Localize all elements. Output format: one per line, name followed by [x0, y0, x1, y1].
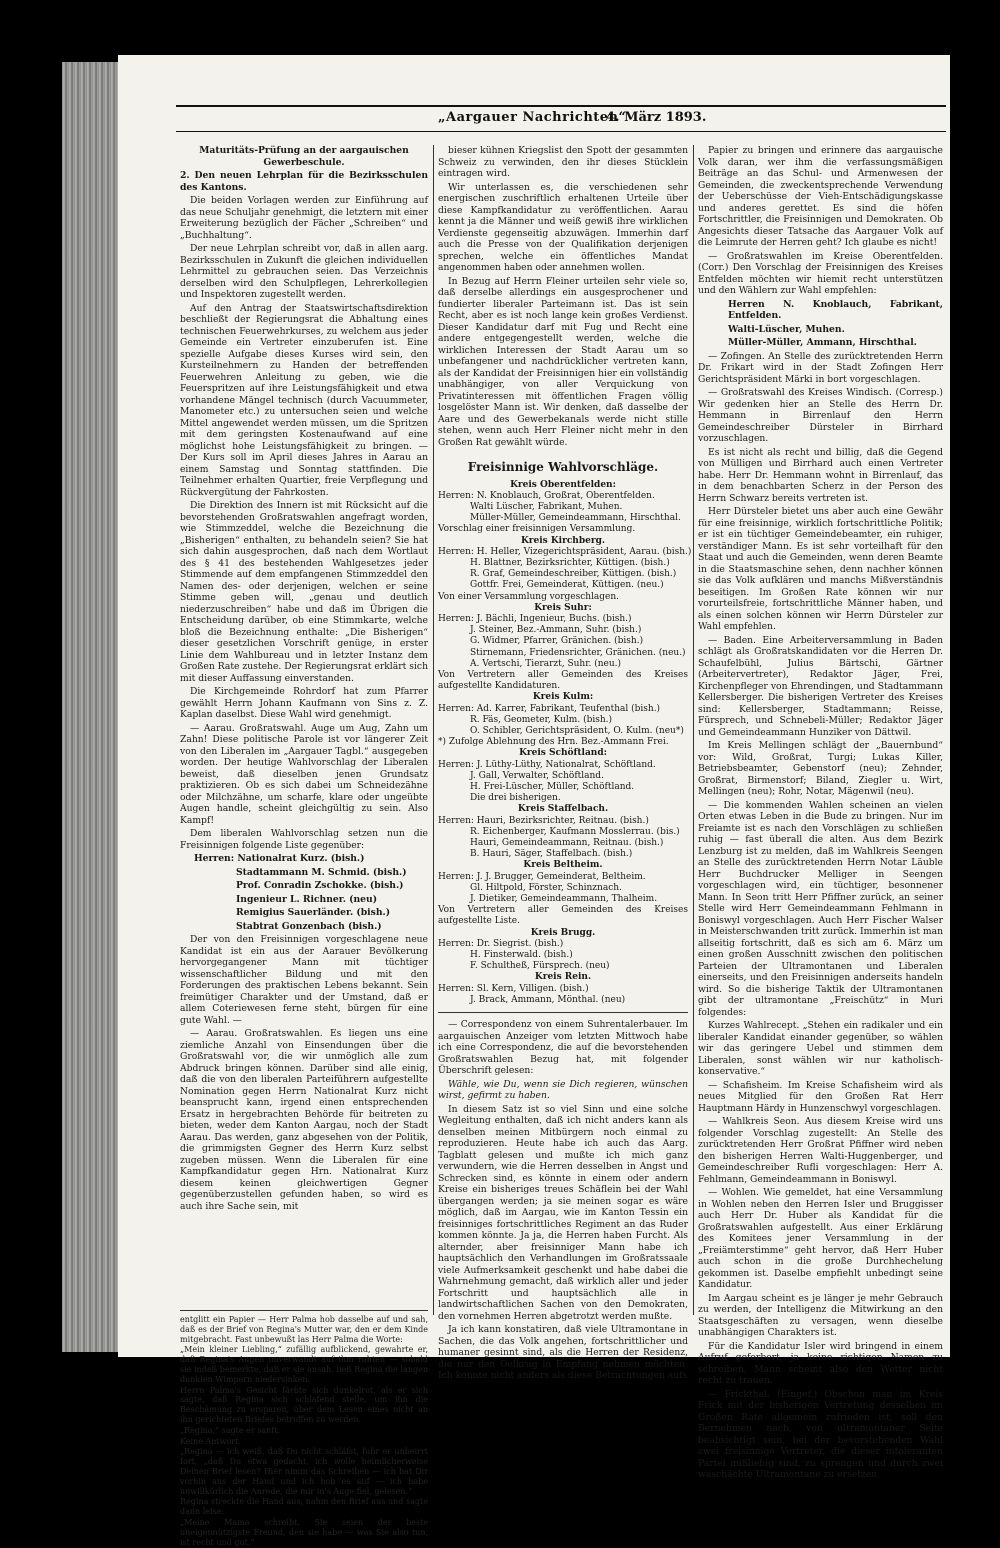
issue-date: 4. März 1893.: [606, 110, 707, 125]
article-paragraph: — Schafisheim. Im Kreise Schafisheim wird als neues Mitglied für den Großen Rat Herr Hauptmann Härdy in Hunzenschwyl vorgeschlagen.: [698, 1079, 943, 1114]
article-paragraph: In diesem Satz ist so viel Sinn und eine solche Wegleitung enthalten, daß ich nicht anders kann als denselben meinen Mitbürgern noch einmal zu reproduzieren. Heute habe ich auch das Aarg. Tagblatt gelesen und mußte ich mich ganz verwundern, wie die Herren desselben in Angst und Schrecken sind, es könnte in einem oder andern Kreise ein bisheriges treues Schäflein bei der Wahl übergangen werden; ja sie meinen sogar es wäre möglich, daß im Aargau, wie im Kanton Tessin ein freisinniges fortschrittliches Regiment an das Ruder kommen könnte. Ja ja, die Herren haben Furcht. Als alternder, aber freisinniger Mann habe ich hauptsächlich den Verhandlungen im Großratssaale viele Aufmerksamkeit geschenkt und habe dabei die Wahrnehmung gemacht, daß wirklich aller und jeder Fortschritt und hauptsächlich alle in landwirtschaftlichen Sachen von den Demokraten, den vornehmen Herren abgetrotzt werden mußte.: [438, 1103, 688, 1322]
article-paragraph: Herren N. Knoblauch, Fabrikant, Entfelden.: [728, 298, 943, 321]
candidate-entry: Herren: Sl. Kern, Villigen. (bish.): [438, 983, 589, 994]
district-heading: Kreis Kulm:: [532, 692, 594, 703]
candidate-entry: J. Gall, Verwalter, Schöftland.: [470, 770, 604, 781]
column-divider: [433, 145, 434, 1315]
candidate-entry: Gl. Hiltpold, Förster, Schinznach.: [470, 882, 622, 893]
article-paragraph: Walti-Lüscher, Muhen.: [728, 323, 845, 335]
district-heading: Kreis Beltheim.: [523, 860, 603, 871]
candidate-entry: Müller-Müller, Gemeindeammann, Hirschthal.: [470, 513, 681, 524]
feuilleton-paragraph: „Mein kleiner Liebling,“ zufällig aufblickend, gewahrte er, daß Regina's Augen unverwandt auf ihm ruhten — sobald sie indeß bemerkte, daß er sie ansah, ließ Regina die langen dunklen Wimpern niedersinken.: [180, 1345, 428, 1384]
district-heading: Kreis Oberentfelden:: [510, 479, 616, 490]
candidate-entry: B. Hauri, Säger, Staffelbach. (bish.): [470, 849, 633, 860]
article-paragraph: — Frickthal. (Eingef.) Obschon man im Kreis Frick mit der bisherigen Vertretung desselben im Großen Rate allgemein zufrieden ist, soll den Bernehmen nach, von ultramontaner Seite beabsichtigt sein, bei der bevorstehenden Wahl zwei freisinnige Vertreter, die dieser intoleranten Partei mißliebig sind, zu sprengen und durch zwei waschächte Ultramontane zu ersetzen.: [698, 1388, 943, 1480]
article-paragraph: Im Aargau scheint es je länger je mehr Gebrauch zu werden, der Intelligenz die Mitwirkung an den Staatsgeschäften zu versagen, wenn dieselbe unabhängigen Charakters ist.: [698, 1292, 943, 1338]
newspaper-page: [118, 55, 950, 1547]
district-heading: Kreis Staffelbach.: [517, 804, 609, 815]
article-paragraph: bieser kühnen Kriegslist den Spott der gesammten Schweiz zu verwinden, den ihr dieses Stücklein eintragen wird.: [438, 145, 688, 179]
candidate-line: Stadtammann M. Schmid. (bish.): [236, 866, 407, 878]
article-paragraph: — Aarau. Großratswahl. Auge um Aug, Zahn um Zahn! Diese politische Parole ist vor längerer Zeit von den Liberalen im „Aargauer Tagbl.“ ausgegeben worden. Der heutige Wahlvorschlag der Liberalen beweist, daß dieselben jenen Grundsatz praktizieren. Ob es sich dabei um Schneidezähne oder Milchzähne, um scharfe, klare oder ungeübte Augen handle, scheint gleichgültig zu sein. Also Kampf!: [180, 722, 428, 826]
article-paragraph: 2. Den neuen Lehrplan für die Bezirksschulen des Kantons.: [180, 170, 428, 193]
district-heading: Kreis Schöftland:: [519, 748, 607, 759]
article-paragraph: Der neue Lehrplan schreibt vor, daß in allen aarg. Bezirksschulen in Zukunft die gleichen individuellen Lehrmittel zu gebrauchen seien. Das Verzeichnis derselben wird den Schulpflegen, Lehrerkollegien und Inspektoren zugestellt werden.: [180, 243, 428, 300]
column-divider: [693, 145, 694, 1315]
candidate-entry: Herren: J. J. Brugger, Gemeinderat, Beltheim.: [438, 871, 646, 882]
candidate-entry: Von Vertretern aller Gemeinden des Kreises aufgestellte Liste.: [438, 905, 688, 927]
article-paragraph: Papier zu bringen und erinnere das aargauische Volk daran, wer ihm die verfassungsmäßigen Beiträge an das Schul- und Armenwesen der Gemeinden, die zweckentsprechende Verwendung der Ueberschüsse der Vieh-Entschädigungskasse und anderes gerettet. Es sind die höfen Fortschrittler, die Freisinnigen und Demokraten. Ob Angesichts dieser Tatsache das Aargauer Volk auf die Leimrute der Herren geht? Ich glaube es nicht!: [698, 145, 943, 248]
article-paragraph: Dem liberalen Wahlvorschlag setzen nun die Freisinnigen folgende Liste gegenüber:: [180, 828, 428, 851]
district-heading: Kreis Suhr:: [534, 602, 592, 613]
article-paragraph: Herr Dürsteler bietet uns aber auch eine Gewähr für eine freisinnige, wirklich fortschrittliche Politik; er ist ein tüchtiger Gemeindebeamter, ein ruhiger, verständiger Mann. Es ist sehr vorteilhaft für den Staat und auch die Gemeinden, wenn deren Beamte in die Staatsmaschine sehen, denn nachher können sie das Volk aufklären und manchs Mißverständnis beseitigen. Im Großen Rate können wir nur vorurteilsfreie, fortschrittliche Männer haben, und als einen solchen können wir Herrn Dürsteler zur Wahl empfehlen.: [698, 506, 943, 632]
article-quote: Wähle, wie Du, wenn sie Dich regieren, wünschen wirst, gefirmt zu haben.: [438, 1078, 688, 1102]
candidate-entry: Stirnemann, Friedensrichter, Gränichen. (neu.): [470, 647, 686, 658]
header-bottom-rule: [176, 131, 946, 132]
candidate-entry: Herren: J. Bächli, Ingenieur, Buchs. (bish.): [438, 613, 632, 624]
feuilleton-paragraph: „Meine Mama schreibt, Sie seien der beste uneigennützigste Freund, den sie habe — was Sie also tun, ist recht und gut.“: [180, 1517, 428, 1547]
candidate-entry: Die drei bisherigen.: [470, 793, 561, 804]
newspaper-title: „Aargauer Nachrichten“: [438, 110, 627, 125]
article-paragraph: In Bezug auf Herrn Fleiner urteilen sehr viele so, daß derselbe allerdings ein ausgesprochener und fundierter liberaler Parteimann ist. Das ist sein Recht, aber es ist noch lange kein großes Verdienst. Dieser Kandidatur darf mit Fug und Recht eine andere entgegengestellt werden, welche die wirklichen Interessen der Stadt Aarau um so unbefangener und nachdrücklicher vertreten kann, als der Kandidat der Freisinnigen hier ein vollständig unabhängiger, von aller Verquickung von Privatinteressen mit öffentlichen Fragen völlig losgelöster Mann ist. Wir denken, daß dasselbe der Aare und des Gewerbekanals werde nicht stille stehen, wenn auch Herr Fleiner nicht mehr in den Großen Rat gewählt würde.: [438, 275, 689, 448]
candidate-entry: Herren: Ad. Karrer, Fabrikant, Teufenthal (bish.): [438, 703, 661, 714]
candidate-entry: Herren: Hauri, Bezirksrichter, Reitnau. (bish.): [438, 815, 649, 826]
candidate-entry: H. Frei-Lüscher, Müller, Schöftland.: [470, 781, 635, 792]
article-paragraph: Es ist nicht als recht und billig, daß die Gegend von Mülligen und Birrhard auch einen Vertreter habe. Herr Dr. Hemmann wohnt in Birrenlauf, das in dem benachbarten Scherz in der Person des Herrn Schwarz bereits vertreten ist.: [698, 446, 943, 504]
article-paragraph: — Großratswahl des Kreises Windisch. (Corresp.) Wir gedenken hier an Stelle des Herrn Dr. Hemmann in Birrenlauf den Herrn Gemeindeschreiber Dürsteler in Birrhard vorzuschlagen.: [698, 387, 943, 444]
article-paragraph: — Großratswahlen im Kreise Oberentfelden. (Corr.) Den Vorschlag der Freisinnigen des Kreises Entfelden möchten wir hiemit recht unterstützen und den Wählern zur Wahl empfehlen:: [698, 250, 943, 296]
candidate-entry: G. Widmer, Pfarrer, Gränichen. (bish.): [470, 636, 644, 647]
page-header: [176, 110, 940, 128]
candidate-entry: Von einer Versammlung vorgeschlagen.: [438, 591, 620, 602]
district-heading: Kreis Kirchberg.: [520, 535, 606, 546]
candidate-entry: Herren: J. Lüthy-Lüthy, Nationalrat, Schöftland.: [438, 759, 656, 770]
article-paragraph: Für die Kandidatur Isler wird bringend in einem Aufruf geforbert, ja keine richtigen Namen zu schreiben. Mann scheint also den Wetter nicht recht zu trauen.: [698, 1340, 943, 1386]
column-3: [698, 145, 943, 1480]
article-paragraph: Im Kreis Mellingen schlägt der „Bauernbund“ vor: Wild, Großrat, Turgi; Lukas Killer, Betriebsbeamter, Gebenstorf (neu); Zehnder, Großrat, Birmenstorf; Biland, Ziegler u. Wirt, Mellingen (neu); Rohr, Notar, Mägenwil (neu).: [698, 740, 943, 797]
feuilleton-paragraph: entglitt ein Papier — Herr Palma hob dasselbe auf und sah, daß es der Brief von Regina's Mutter war, den er dem Kinde mitgebracht. Fast unbewußt las Herr Palma die Worte:: [180, 1315, 428, 1344]
feuilleton-paragraph: „Regina — ich weiß, daß Du nicht schläfst, fuhr er unbeirrt fort, „daß Du etwa gedacht, ich wolle heimlicherweise Deinen Brief lesen? Hier nimm das Schreiben — ich bat Dir vorhin aus der Hand und ich hob es auf — ich habe unwillkürlich die Anrede, die mir in's Auge fiel, gelesen.“: [180, 1447, 428, 1496]
candidate-line: Herren: Nationalrat Kurz. (bish.): [194, 853, 365, 864]
column-2: [438, 145, 692, 1382]
candidate-entry: R. Fäs, Geometer, Kulm. (bish.): [470, 714, 613, 725]
article-paragraph: — Correspondenz von einem Suhrentalerbauer. Im aargauischen Anzeiger vom letzten Mittwoch habe ich eine Correspondenz, die auf die bevorstehenden Großratswahlen Bezug hat, mit folgender Überschrift gelesen:: [438, 1019, 688, 1077]
feuilleton-paragraph: „Regina,“ sagte er sanft.: [180, 1425, 281, 1435]
candidate-entry: R. Eichenberger, Kaufmann Mosslerrau. (bis.): [470, 826, 680, 837]
candidate-entry: Herren: H. Heller, Vizegerichtspräsident, Aarau. (bish.): [438, 546, 692, 557]
article-paragraph: Wir unterlassen es, die verschiedenen sehr energischen zuschriftlich erhaltenen Urteile über diese Kampfkandidatur zu veröffentlichen. Aarau kennt ja die Männer und weiß gewiß ihre wirklichen Verdienste gegenseitig abzuwägen. Immerhin darf auch die Presse von der Qualifikation derjenigen sprechen, welche ein öffentliches Mandat angenommen haben oder annehmen wollen.: [438, 181, 688, 273]
section-heading: Freisinnige Wahlvorschläge.: [467, 460, 659, 474]
article-paragraph: Ja ich kann konstatiren, daß viele Ultramontane in Sachen, die das Volk angehen, fortschrittlicher und humaner gesinnt sind, als die Herren der Residenz, die nur den Oelkrug in Empfang nehmen möchten. Ich konnte nicht anders als diese Betrachtungen aufs: [438, 1324, 688, 1382]
article-paragraph: Kurzes Wahlrecept. „Stehen ein radikaler und ein liberaler Kandidat einander gegenüber, so wählen wir das geringere Uebel und stimmen dem Liberalen, sonst wählen wir nur katholisch-konservative.“: [698, 1020, 943, 1077]
candidate-list: [438, 479, 692, 1007]
article-paragraph: Die Kirchgemeinde Rohrdorf hat zum Pfarrer gewählt Herrn Johann Kaufmann von Sins z. Z. Kaplan daselbst. Diese Wahl wird genehmigt.: [180, 686, 428, 720]
feuilleton-paragraph: Herrn Palma's Gesicht färbte sich dunkelrot, als er sich sagte, daß Regina sich schlafend stelle, um ihn die Beschämung zu ersparen, über dem Lesen eines nicht an ihn gerichteten Briefes betroffen zu werden.: [180, 1385, 428, 1424]
candidate-entry: H. Finsterwald. (bish.): [470, 950, 573, 961]
column-1: [180, 145, 428, 1310]
candidate-line: Remigius Sauerländer. (bish.): [236, 907, 391, 918]
article-paragraph: — Wahlkreis Seon. Aus diesem Kreise wird uns folgender Vorschlag zugestellt: An Stelle des zurücktretenden Herr Großrat Pfiffner wird neben den bisherigen Herren Walti-Huggenberger, und Gemeindeschreiber Rufli vorgeschlagen: Herr A. Fehlmann, Gemeindeammann in Boniswyl.: [698, 1116, 943, 1185]
district-heading: Kreis Brugg.: [530, 927, 596, 938]
divider: [438, 1012, 688, 1013]
candidate-entry: R. Graf, Gemeindeschreiber, Küttigen. (bish.): [470, 569, 677, 580]
candidate-entry: O. Schibler, Gerichtspräsident, O. Kulm. (neu*): [470, 725, 684, 736]
feuilleton: [180, 1310, 428, 1548]
feuilleton-paragraph: Keine Antwort.: [180, 1436, 241, 1446]
article-paragraph: Auf den Antrag der Staatswirtschaftsdirektion beschließt der Regierungsrat die Abhaltung eines technischen Feuerwehrkurses, zu welchem aus jeder Gemeinde ein Vertreter einzuberufen ist. Eine spezielle Aufgabe dieses Kurses wird sein, den Kursteilnehmern zu Handen der betreffenden Feuerwehren Anleitung zu geben, wie die Feuerspritzen auf ihre Leistungsfähigkeit und etwa vorhandene Mängel technisch (durch Vacuummeter, Manometer etc.) zu untersuchen seien und welche Mittel angewendet werden müssen, um die Spritzen mit dem geringsten Kostenaufwand auf eine möglichst hohe Leistungsfähigkeit zu bringen. — Der Kurs soll im April dieses Jahres in Aarau an einem Samstag und Sonntag stattfinden. Die Teilnehmer erhalten Quartier, freie Verpflegung und Rückvergütung der Fahrkosten.: [180, 302, 428, 498]
article-paragraph: — Wohlen. Wie gemeldet, hat eine Versammlung in Wohlen neben den Herren Isler und Bruggisser auch Herr Dr. Huber als Kandidat für die Großratswahlen aufgestellt. Aus einer Erklärung des Komitees jener Versammlung in der „Freiämterstimme“ geht hervor, daß Herr Huber auch schon in die große Durchhechelung gekommen ist. Daselbe empfiehlt unbedingt seine Kandidatur.: [698, 1187, 943, 1290]
candidate-entry: Herren: Dr. Siegrist. (bish.): [438, 938, 564, 949]
article-paragraph: Der von den Freisinnigen vorgeschlagene neue Kandidat ist ein aus der Aarauer Bevölkerung hervorgegangener Mann mit tüchtiger wissenschaftlicher Bildung und mit den Forderungen des praktischen Lebens bekannt. Sein freimütiger Charakter und der Umstand, daß er allem Coteriewesen ferne steht, bürgen für eine gute Wahl. —: [180, 934, 428, 1026]
district-heading: Kreis Rein.: [534, 972, 592, 983]
book-binding: [62, 62, 124, 1352]
candidate-entry: J. Steiner, Bez.-Ammann, Suhr. (bish.): [470, 625, 642, 636]
candidate-entry: F. Schultheß, Fürsprech. (neu): [470, 961, 610, 972]
candidate-entry: Hauri, Gemeindeammann, Reitnau. (bish.): [470, 838, 664, 848]
candidate-entry: Herren: N. Knoblauch, Großrat, Oberentfelden.: [438, 490, 655, 501]
article-paragraph: — Baden. Eine Arbeiterversammlung in Baden schlägt als Großratskandidaten vor die Herren Dr. Schaufelbühl, Julius Bärtschi, Gärtner (Arbeitervertreter), Redaktor Jäger, Frei, Kirchenpfleger von Ehrendingen, und Stadtammann Kellersberger. Die bisherigen Vertreter des Kreises sind: Kellersberger, Stadtammann; Reisse, Fürsprech, und Schnebeli-Müller; Redaktor Jäger und Gemeindeammann Hunziker von Dättwil.: [698, 634, 943, 738]
candidate-entry: Walti Lüscher, Fabrikant, Muhen.: [470, 501, 623, 512]
candidate-entry: A. Vertschi, Tierarzt, Suhr. (neu.): [470, 658, 622, 669]
article-paragraph: — Aarau. Großratswahlen. Es liegen uns eine ziemliche Anzahl von Einsendungen über die Großratswahl vor, die wir unmöglich alle zum Abdruck bringen können. Darüber sind alle einig, daß die von den liberalen Parteiführern aufgestellte Nomination gegen Herrn Nationalrat Kurz nicht beansprucht kann, irgend einen entsprechenden Ersatz in hergebrachten Behörde für beitreten zu bieten, weder dem Kanton Aargau, noch der Stadt Aarau. Das werden, ganz abgesehen von der Politik, die grimmigsten Gegner des Herrn Kurz selbst zugeben müssen. Wenn die Liberalen für eine Kampfkandidatur gegen Hrn. Nationalrat Kurz diesem keinen gleichwertigen Gegner gegenüberzustellen gefunden haben, so wird es auch ihre Sache sein, mit: [180, 1028, 428, 1212]
candidate-entry: Vorschlag einer freisinnigen Versammlung.: [438, 524, 636, 535]
candidate-entry: J. Brack, Ammann, Mönthal. (neu): [470, 994, 626, 1005]
candidate-line: Stabtrat Gonzenbach (bish.): [236, 920, 382, 932]
candidate-line: Prof. Conradin Zschokke. (bish.): [236, 880, 404, 891]
article-paragraph: — Die kommenden Wahlen scheinen an vielen Orten etwas Leben in die Bude zu bringen. Nur im Freiamte ist es nach den Vorschlägen zu schließen ruhig — fast überall die alten. Aus dem Bezirk Lenzburg ist zu melden, daß im Wahlkreis Seengen an Stelle des zurücktretenden Herrn Notar Läuble Herr Buchdrucker Melliger in Seengen vorgeschlagen wird, ein tüchtiger, besonnener Mann. In Seon tritt Herr Pfiffner zurück, an seiner Stelle wird Herr Gemeindeammann Fehlmann in Boniswyl vorgeschlagen. Auch Herr Fischer Walser in Meisterschwanden tritt zurück. Immerhin ist man allseitig fortschritt, daß es sich am 6. März um einen großen Ausschnitt zwischen den politischen Parteien der Ultramontanen und Liberalen einerseits, und den Freisinnigen anderseits handeln wird. So die bisherige Taktik der Ultramontanen gibt der ultramontane „Freischütz“ in Muri folgendes:: [698, 799, 943, 1018]
candidate-entry: *) Zufolge Ablehnung des Hrn. Bez.-Ammann Frei.: [438, 737, 669, 748]
article-heading: Maturitäts-Prüfung an der aargauischen Gewerbeschule.: [199, 145, 409, 168]
article-paragraph: — Zofingen. An Stelle des zurücktretenden Herrn Dr. Frikart wird in der Stadt Zofingen Herr Gerichtspräsident Märki in bort vorgeschlagen.: [698, 350, 943, 385]
article-paragraph: Die beiden Vorlagen werden zur Einführung auf das neue Schuljahr genehmigt, die letztern mit einer Erweiterung bezüglich der Fächer „Schreiben“ und „Buchhaltung“.: [180, 195, 428, 241]
article-paragraph: Müller-Müller, Ammann, Hirschthal.: [728, 337, 917, 348]
article-paragraph: Die Direktion des Innern ist mit Rücksicht auf die bevorstehenden Großratswahlen angefragt worden, wie Stimmzeddel, welche die Bezeichnung die „Bisherigen“ enthalten, zu behandeln seien? Sie hat sich dahin ausgesprochen, daß nach dem Wortlaut des § 41 des bestehenden Wahlgesetzes jeder Stimmende auf dem empfangenen Stimmzeddel den Namen des- oder derjenigen, welchen er seine Stimme geben will, „genau und deutlich niederzuschreiben“ habe und daß im Übrigen die Entscheidung darüber, ob eine Stimmkarte, welche bloß die Bezeichnung enthalte: „Die Bisherigen“ dieser gesetzlichen Vorschrift genüge, in erster Linie dem Wahlbureau und in letzter Instanz dem Großen Rate zustehe. Der Regierungsrat erklärt sich mit dieser Auffassung einverstanden.: [180, 500, 428, 684]
candidate-entry: Von Vertretern aller Gemeinden des Kreises aufgestellte Kandidaturen.: [438, 669, 688, 692]
feuilleton-paragraph: Regina streckte die Hand aus, nahm den Brief aus und sagte dann leise:: [180, 1497, 428, 1517]
candidate-entry: Gottfr. Frei, Gemeinderat, Küttigen. (neu.): [470, 580, 664, 591]
candidate-line: Ingenieur L. Richner. (neu): [236, 893, 378, 905]
candidate-entry: H. Blattner, Bezirksrichter, Küttigen. (bish.): [470, 557, 670, 568]
candidate-entry: J. Dietiker, Gemeindeammann, Thalheim.: [470, 894, 658, 905]
header-top-rule: [176, 105, 946, 107]
